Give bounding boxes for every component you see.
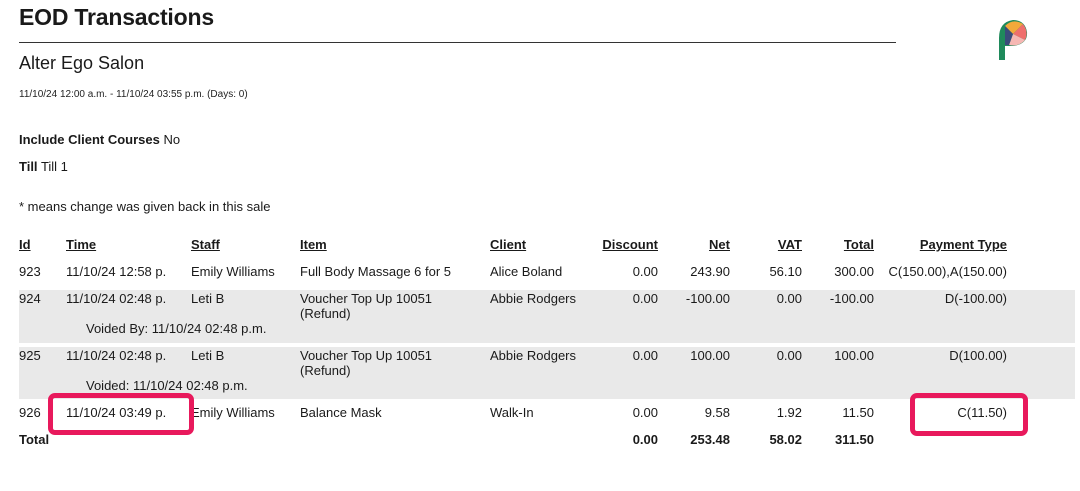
cell-staff: Emily Williams bbox=[191, 264, 275, 279]
cell-vat: 0.00 bbox=[776, 348, 802, 363]
totals-discount: 0.00 bbox=[632, 432, 658, 447]
cell-item-note: (Refund) bbox=[300, 363, 351, 378]
col-header-payment-type: Payment Type bbox=[919, 237, 1007, 252]
cell-total: 300.00 bbox=[834, 264, 874, 279]
cell-id: 926 bbox=[19, 405, 41, 420]
option-include-client-courses bbox=[19, 132, 180, 147]
cell-item: Voucher Top Up 10051 bbox=[300, 348, 433, 363]
report-title: EOD Transactions bbox=[19, 4, 214, 30]
cell-staff: Leti B bbox=[191, 291, 225, 306]
col-header-id: Id bbox=[19, 237, 31, 252]
col-header-total: Total bbox=[843, 237, 874, 252]
cell-item: Full Body Massage 6 for 5 bbox=[300, 264, 452, 279]
cell-discount: 0.00 bbox=[632, 348, 658, 363]
totals-total: 311.50 bbox=[834, 432, 874, 447]
cell-client: Abbie Rodgers bbox=[490, 291, 576, 306]
brand-logo-icon bbox=[995, 16, 1031, 62]
cell-total: -100.00 bbox=[829, 291, 874, 306]
voided-note: Voided By: 11/10/24 02:48 p.m. bbox=[86, 321, 267, 336]
cell-net: -100.00 bbox=[685, 291, 730, 306]
cell-payment: D(-100.00) bbox=[944, 291, 1007, 306]
col-header-discount: Discount bbox=[602, 237, 658, 252]
cell-client: Alice Boland bbox=[490, 264, 563, 279]
option-value: No bbox=[163, 132, 181, 147]
totals-label: Total bbox=[19, 432, 50, 447]
cell-total: 11.50 bbox=[842, 405, 874, 420]
cell-id: 924 bbox=[19, 291, 41, 306]
cell-vat: 56.10 bbox=[769, 264, 802, 279]
col-header-net: Net bbox=[709, 237, 730, 252]
cell-net: 100.00 bbox=[690, 348, 730, 363]
cell-staff: Leti B bbox=[191, 348, 225, 363]
option-till bbox=[19, 159, 68, 174]
option-label: Till bbox=[19, 159, 38, 174]
title-divider bbox=[19, 42, 896, 43]
cell-payment: C(150.00),A(150.00) bbox=[888, 264, 1007, 279]
col-header-client: Client bbox=[490, 237, 527, 252]
cell-total: 100.00 bbox=[834, 348, 874, 363]
cell-discount: 0.00 bbox=[632, 264, 658, 279]
col-header-time: Time bbox=[66, 237, 97, 252]
col-header-staff: Staff bbox=[191, 237, 220, 252]
cell-item: Voucher Top Up 10051 bbox=[300, 291, 433, 306]
cell-time: 11/10/24 02:48 p. bbox=[66, 291, 167, 306]
option-value: Till 1 bbox=[40, 159, 68, 174]
col-header-vat: VAT bbox=[777, 237, 802, 252]
totals-vat: 58.02 bbox=[769, 432, 802, 447]
cell-id: 925 bbox=[19, 348, 41, 363]
totals-net: 253.48 bbox=[690, 432, 730, 447]
cell-client: Abbie Rodgers bbox=[490, 348, 576, 363]
cell-time: 11/10/24 12:58 p. bbox=[66, 264, 167, 279]
cell-item-note: (Refund) bbox=[300, 306, 351, 321]
cell-net: 9.58 bbox=[704, 405, 730, 420]
cell-discount: 0.00 bbox=[632, 291, 658, 306]
cell-time: 11/10/24 03:49 p. bbox=[66, 405, 167, 420]
cell-item: Balance Mask bbox=[300, 405, 382, 420]
date-range: 11/10/24 12:00 a.m. - 11/10/24 03:55 p.m. (Days: 0) bbox=[19, 89, 248, 100]
highlight-box-time bbox=[48, 393, 194, 435]
cell-payment: C(11.50) bbox=[957, 405, 1007, 420]
cell-staff: Emily Williams bbox=[191, 405, 275, 420]
cell-payment: D(100.00) bbox=[949, 348, 1007, 363]
cell-time: 11/10/24 02:48 p. bbox=[66, 348, 167, 363]
cell-discount: 0.00 bbox=[632, 405, 658, 420]
voided-note: Voided: 11/10/24 02:48 p.m. bbox=[86, 378, 248, 393]
cell-net: 243.90 bbox=[690, 264, 730, 279]
highlight-box-payment bbox=[910, 393, 1028, 436]
cell-id: 923 bbox=[19, 264, 41, 279]
cell-client: Walk-In bbox=[490, 405, 534, 420]
option-label: Include Client Courses bbox=[19, 132, 160, 147]
salon-name: Alter Ego Salon bbox=[19, 53, 145, 73]
cell-vat: 0.00 bbox=[776, 291, 802, 306]
change-note: * means change was given back in this sale bbox=[19, 199, 271, 214]
cell-vat: 1.92 bbox=[776, 405, 802, 420]
col-header-item: Item bbox=[300, 237, 327, 252]
